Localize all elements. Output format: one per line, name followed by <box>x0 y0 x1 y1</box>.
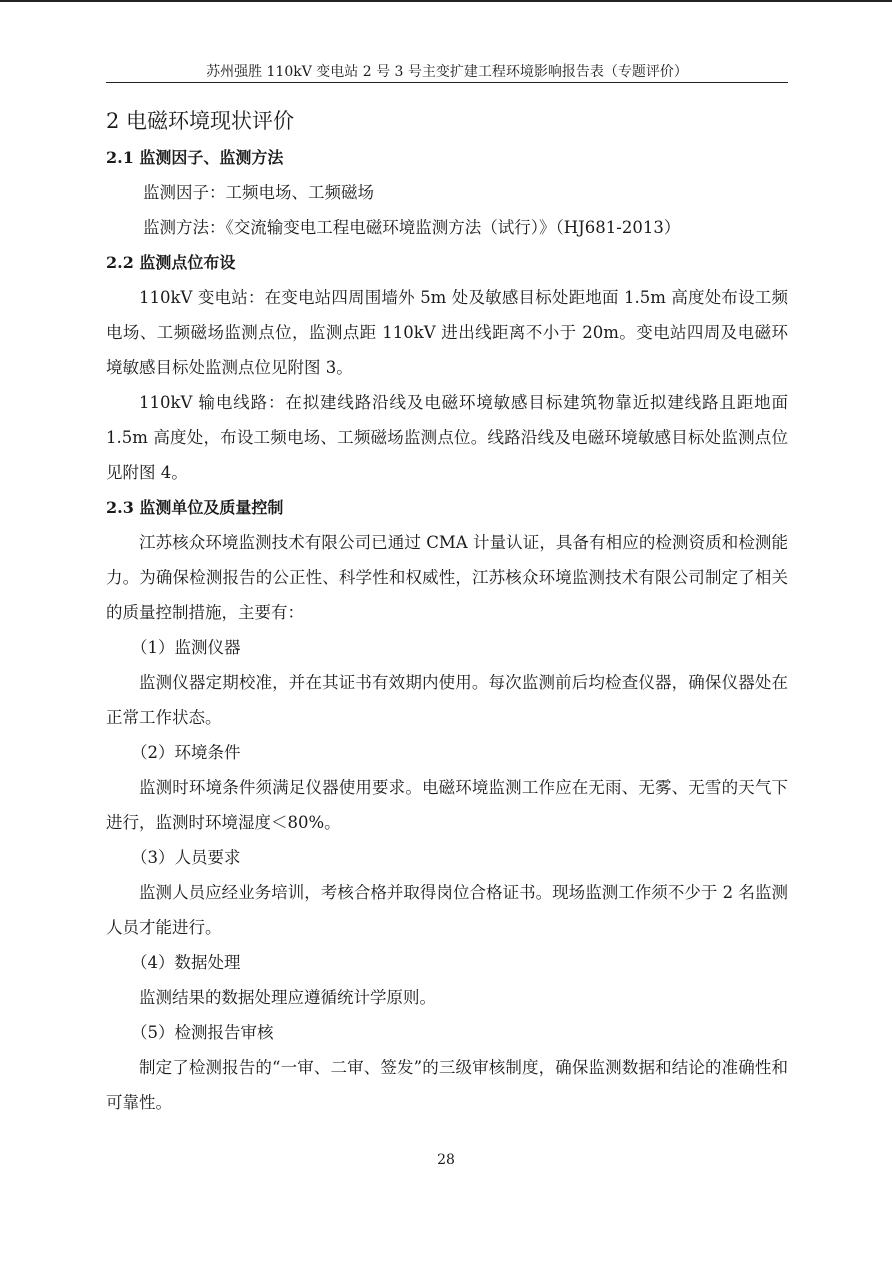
qc-item-text-personnel: 监测人员应经业务培训，考核合格并取得岗位合格证书。现场监测工作须不少于 2 名监测人员才能进行。 <box>106 883 788 937</box>
monitoring-method-text: 监测方法：《交流输变电工程电磁环境监测方法（试行）》（HJ681-2013） <box>143 218 681 237</box>
qc-item-label-environment: （2）环境条件 <box>131 743 241 762</box>
subsection-heading-2-1: 2.1 监测因子、监测方法 <box>106 148 284 167</box>
page-body <box>106 104 788 1120</box>
running-header: 苏州强胜 110kV 变电站 2 号 3 号主变扩建工程环境影响报告表（专题评价） <box>206 64 688 80</box>
qc-item-text-instruments: 监测仪器定期校准，并在其证书有效期内使用。每次监测前后均检查仪器，确保仪器处在正常工作状态。 <box>106 673 788 727</box>
line-layout-paragraph: 110kV 输电线路：在拟建线路沿线及电磁环境敏感目标建筑物靠近拟建线路且距地面 1.5m 高度处，布设工频电场、工频磁场监测点位。线路沿线及电磁环境敏感目标处监测点位见附图 4。 <box>106 393 788 482</box>
section-title: 2 电磁环境现状评价 <box>106 109 295 133</box>
qc-item-label-data: （4）数据处理 <box>131 953 241 972</box>
qc-item-text-report-review: 制定了检测报告的“一审、二审、签发”的三级审核制度，确保监测数据和结论的准确性和可靠性。 <box>106 1058 788 1112</box>
qc-item-label-instruments: （1）监测仪器 <box>131 638 241 657</box>
subsection-heading-2-3: 2.3 监测单位及质量控制 <box>106 498 284 517</box>
page-number: 28 <box>437 1152 455 1168</box>
qc-item-text-environment: 监测时环境条件须满足仪器使用要求。电磁环境监测工作应在无雨、无雾、无雪的天气下进行，监测时环境湿度＜80%。 <box>106 778 788 832</box>
substation-layout-paragraph: 110kV 变电站：在变电站四周围墙外 5m 处及敏感目标处距地面 1.5m 高度处布设工频电场、工频磁场监测点位，监测点距 110kV 进出线距离不小于 20m。变电站四周及电磁环境敏感目标处监测点位见附图 3。 <box>106 288 788 377</box>
subsection-heading-2-2: 2.2 监测点位布设 <box>106 253 236 272</box>
quality-control-intro: 江苏核众环境监测技术有限公司已通过 CMA 计量认证，具备有相应的检测资质和检测能力。为确保检测报告的公正性、科学性和权威性，江苏核众环境监测技术有限公司制定了相关的质量控制措施，主要有： <box>106 533 788 622</box>
header-divider <box>106 82 788 83</box>
qc-item-text-data: 监测结果的数据处理应遵循统计学原则。 <box>139 988 436 1007</box>
page-top-border <box>0 0 892 2</box>
qc-item-label-personnel: （3）人员要求 <box>131 848 241 867</box>
monitoring-factors-text: 监测因子：工频电场、工频磁场 <box>143 183 374 202</box>
qc-item-label-report-review: （5）检测报告审核 <box>131 1023 274 1042</box>
